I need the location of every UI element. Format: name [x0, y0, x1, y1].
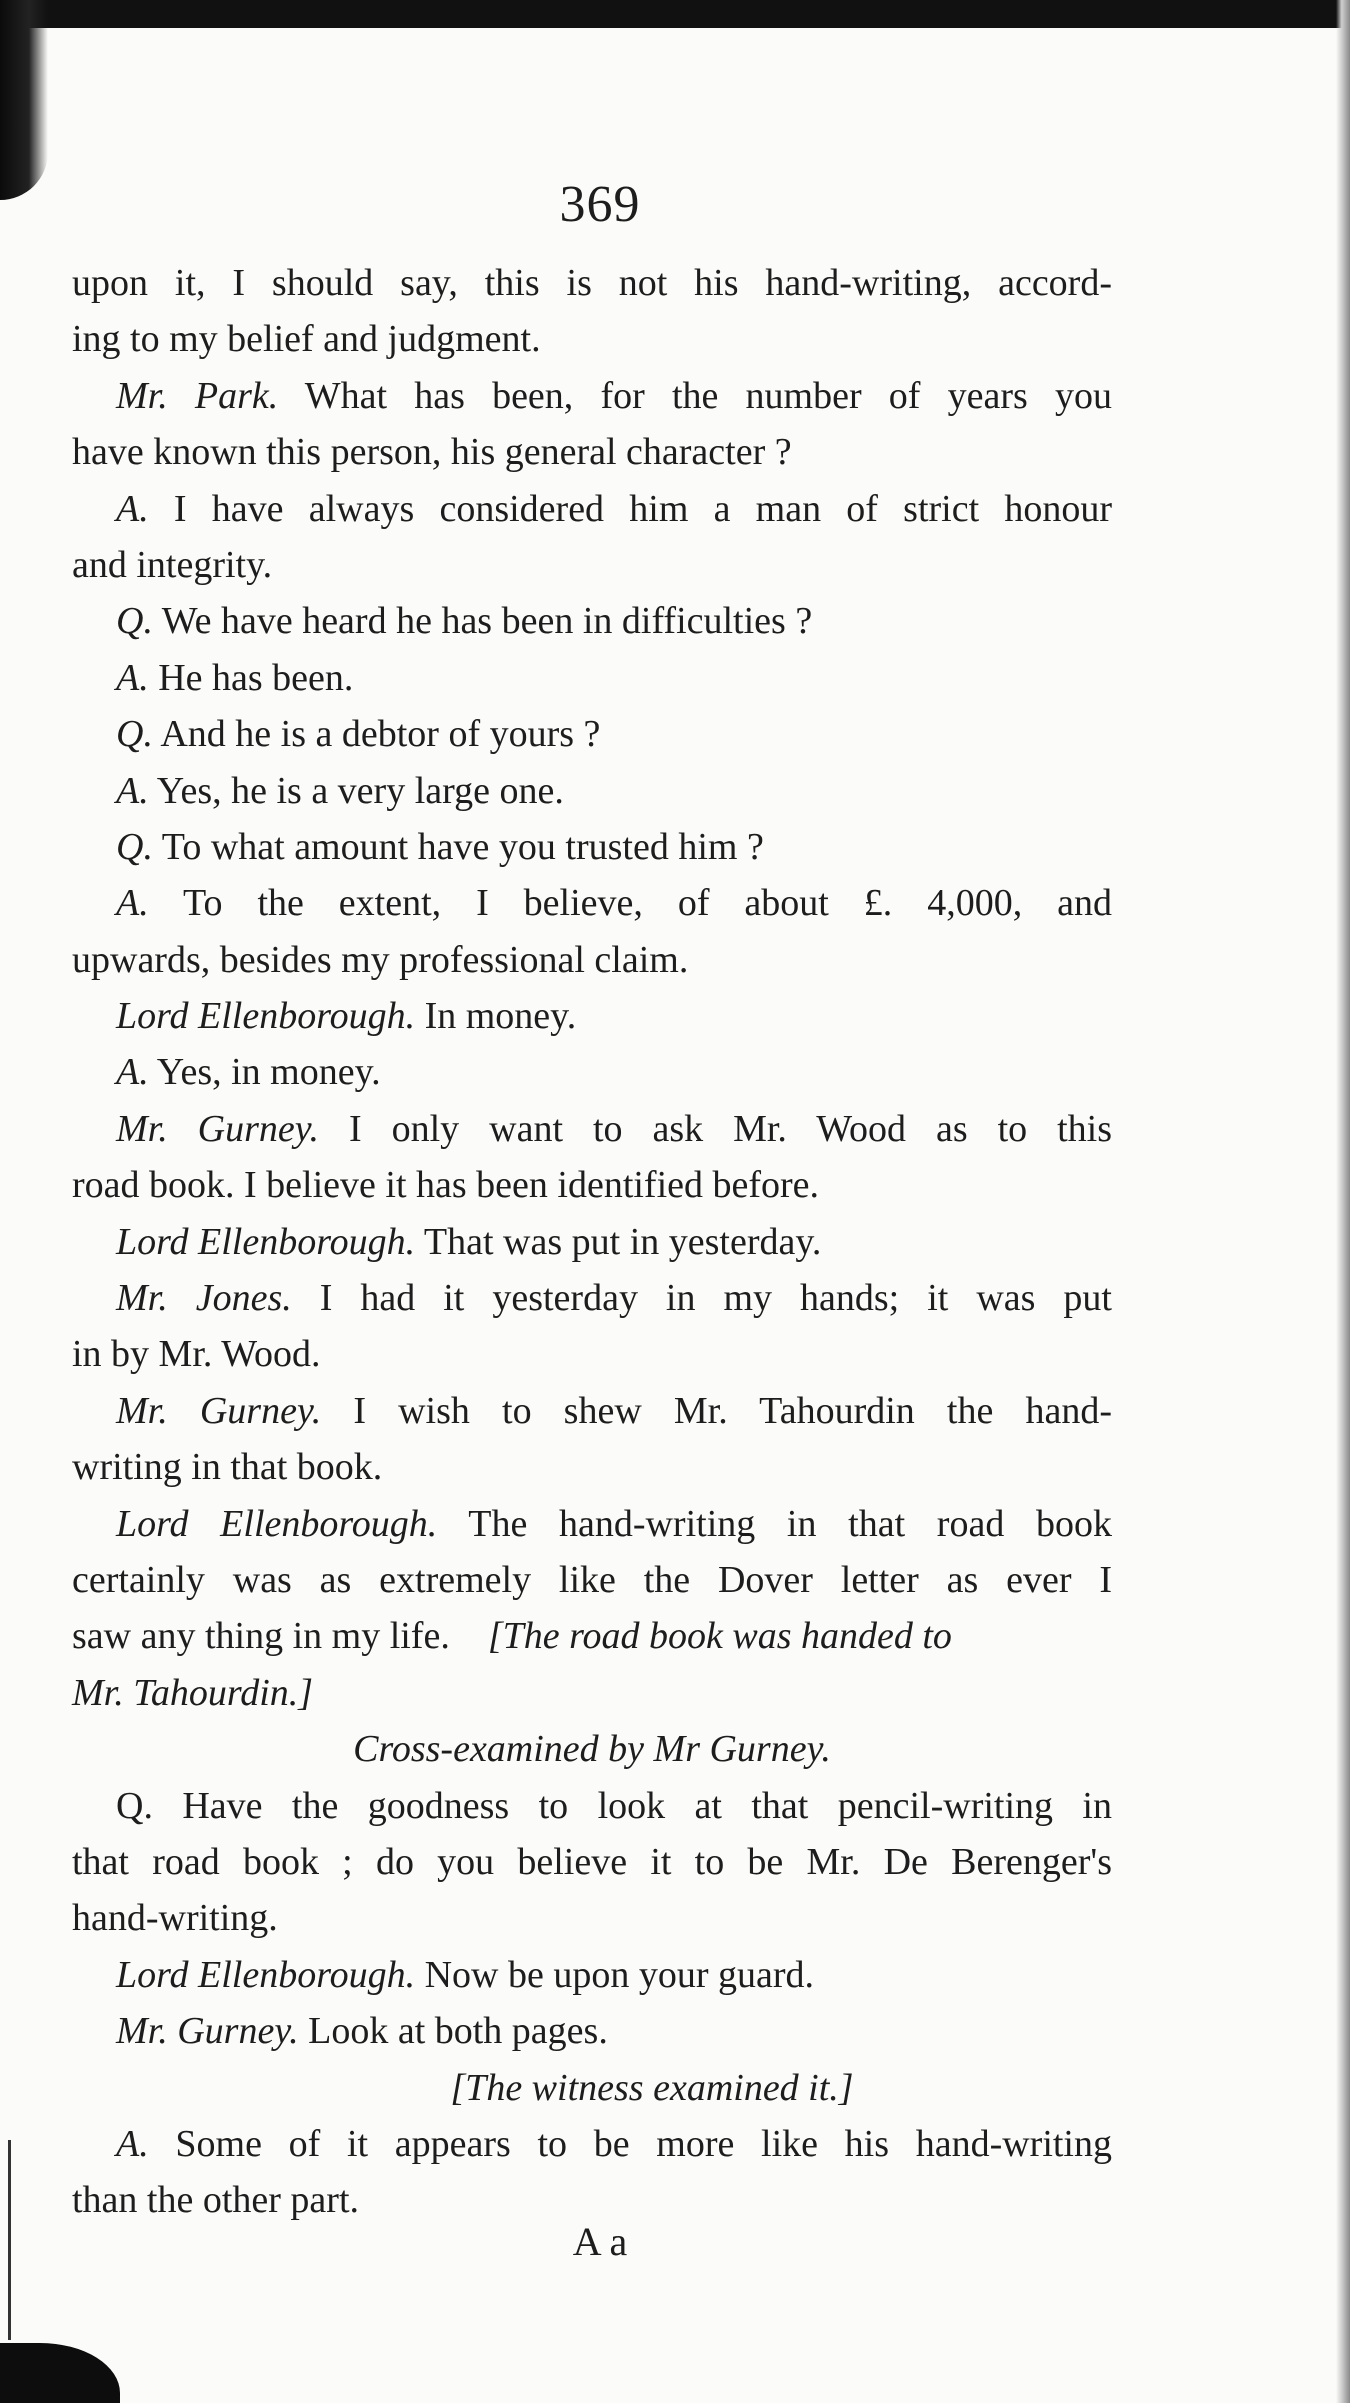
text-line: Lord Ellenborough. Now be upon your guard.: [116, 1953, 815, 1996]
text-line: upwards, besides my professional claim.: [72, 938, 689, 981]
text-line: Mr. Gurney. Look at both pages.: [116, 2010, 608, 2053]
text-line: in by Mr. Wood.: [72, 1333, 321, 1376]
text-line: Q. Have the goodness to look at that pencil-writing in: [116, 1784, 1112, 1827]
stage-direction: [The road book was handed to: [487, 1615, 952, 1658]
stage-direction: Mr. Tahourdin.]: [72, 1671, 314, 1714]
speaker-label: A.: [116, 1051, 149, 1094]
text-line: ing to my belief and judgment.: [72, 318, 541, 361]
text-line: Mr. Gurney. I only want to ask Mr. Wood as to this: [116, 1107, 1112, 1150]
text-line: than the other part.: [72, 2179, 360, 2222]
text-line: A. To the extent, I believe, of about £. 4,000, and: [116, 882, 1112, 925]
scan-edge-bottom: [0, 2343, 120, 2403]
speaker-label: Mr. Park.: [116, 374, 279, 417]
book-gutter: [1336, 0, 1350, 2403]
scan-edge-top: [0, 0, 1350, 28]
text-line: saw any thing in my life. [The road book was handed to: [72, 1615, 952, 1658]
text-line: writing in that book.: [72, 1446, 383, 1489]
page-number: 369: [559, 176, 641, 233]
text-line: and integrity.: [72, 543, 273, 586]
text-line: have known this person, his general character ?: [72, 431, 792, 474]
text-line: A. I have always considered him a man of strict honour: [116, 487, 1112, 530]
speaker-label: A.: [116, 487, 149, 530]
speaker-label: Mr. Gurney.: [116, 1389, 322, 1432]
speaker-label: Lord Ellenborough.: [116, 995, 416, 1038]
text-line: Mr. Gurney. I wish to shew Mr. Tahourdin the hand-: [116, 1389, 1112, 1432]
text-line: A. Yes, in money.: [116, 1051, 381, 1094]
stage-direction: [The witness examined it.]: [450, 2066, 854, 2109]
speaker-label: A.: [116, 769, 149, 812]
text-line: upon it, I should say, this is not his hand-writing, accord-: [72, 262, 1112, 304]
text-line: Q. To what amount have you trusted him ?: [116, 825, 764, 868]
text-line: Lord Ellenborough. That was put in yesterday.: [116, 1220, 822, 1263]
text-line: A. He has been.: [116, 656, 354, 699]
speaker-label: Q.: [116, 713, 153, 756]
text-line: road book. I believe it has been identified before.: [72, 1164, 820, 1207]
text-line: Mr. Park. What has been, for the number of years you: [116, 374, 1112, 417]
speaker-label: A.: [116, 882, 149, 925]
text-line: certainly was as extremely like the Dover letter as ever I: [72, 1558, 1112, 1601]
text-line: A. Some of it appears to be more like his hand-writing: [116, 2122, 1112, 2165]
text-line: Q. And he is a debtor of yours ?: [116, 713, 601, 756]
text-line: Q. We have heard he has been in difficulties ?: [116, 600, 813, 643]
text-line: Lord Ellenborough. In money.: [116, 995, 577, 1038]
speaker-label: A.: [116, 2122, 149, 2165]
body-text: [72, 255, 1112, 2229]
text-line: Mr. Jones. I had it yesterday in my hands; it was put: [116, 1277, 1112, 1320]
speaker-label: Lord Ellenborough.: [116, 1220, 416, 1263]
speaker-label: Q.: [116, 600, 153, 643]
signature-mark: A a: [572, 2219, 628, 2264]
speaker-label: Q.: [116, 825, 153, 868]
text-line: that road book ; do you believe it to be Mr. De Berenger's: [72, 1840, 1112, 1883]
speaker-label: Lord Ellenborough.: [116, 1502, 438, 1545]
text-line: hand-writing.: [72, 1897, 278, 1940]
speaker-label: Lord Ellenborough.: [116, 1953, 416, 1996]
text-line: Lord Ellenborough. The hand-writing in that road book: [116, 1502, 1112, 1545]
speaker-label: Mr. Gurney.: [116, 1107, 320, 1150]
text-line: [72, 1665, 1112, 1721]
section-heading: Cross-examined by Mr Gurney.: [353, 1728, 831, 1771]
scan-edge-left: [0, 0, 48, 200]
text-line: A. Yes, he is a very large one.: [116, 769, 564, 812]
speaker-label: A.: [116, 656, 149, 699]
speaker-label: Mr. Gurney.: [116, 2010, 299, 2053]
speaker-label: Mr. Jones.: [116, 1277, 292, 1320]
